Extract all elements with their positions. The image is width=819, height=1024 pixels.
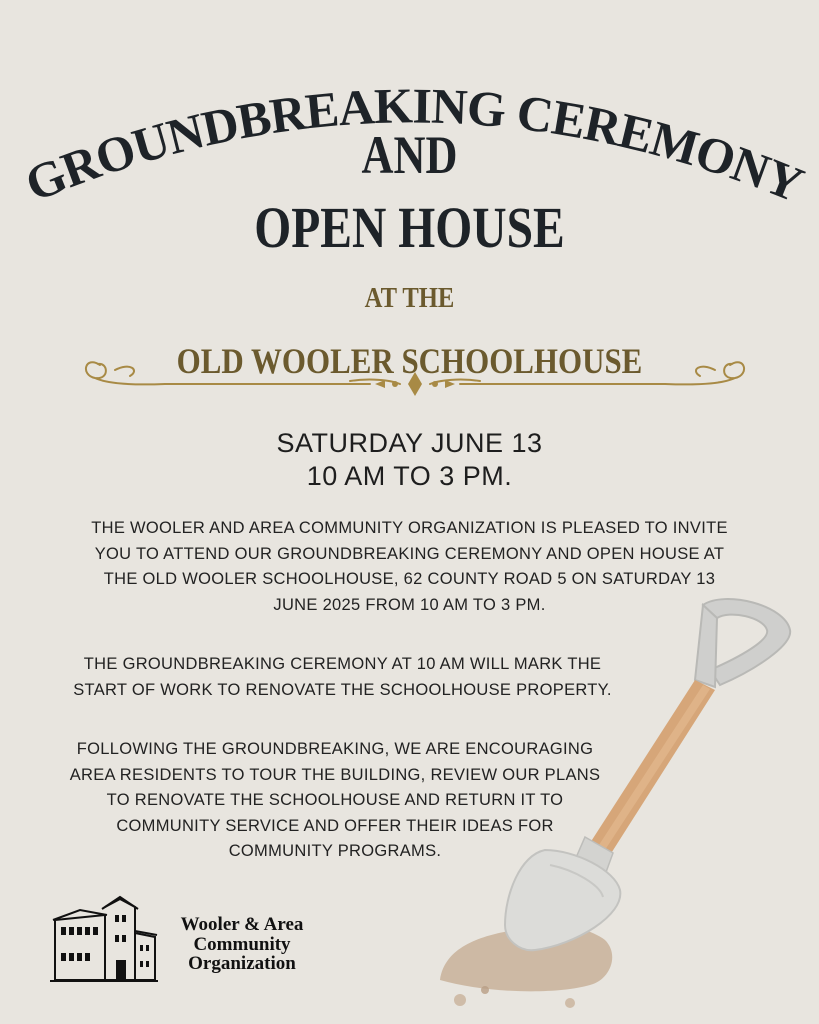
org-name-line-1: Wooler & Area	[180, 914, 304, 935]
paragraph-open-house	[0, 737, 670, 865]
venue-prefix: AT THE	[364, 283, 455, 314]
title-line-2: AND	[361, 125, 458, 185]
paragraph-ceremony	[0, 652, 685, 703]
paragraph-line: TO RENOVATE THE SCHOOLHOUSE AND RETURN IT TO	[106, 791, 564, 809]
paragraph-line: JUNE 2025 FROM 10 AM TO 3 PM.	[273, 595, 546, 614]
event-time: 10 AM TO 3 PM.	[306, 461, 513, 491]
paragraph-line: THE GROUNDBREAKING CEREMONY AT 10 AM WILL MARK THE	[83, 655, 602, 673]
paragraph-invitation	[30, 516, 789, 618]
schoolhouse-logo-icon	[50, 895, 160, 987]
venue-name: OLD WOOLER SCHOOLHOUSE	[176, 341, 643, 381]
event-day: SATURDAY JUNE 13	[276, 428, 543, 458]
paragraph-line: FOLLOWING THE GROUNDBREAKING, WE ARE ENCOURAGING	[76, 740, 594, 758]
paragraph-line: AREA RESIDENTS TO TOUR THE BUILDING, REVIEW OUR PLANS	[69, 765, 601, 784]
paragraph-line: COMMUNITY PROGRAMS.	[228, 842, 442, 860]
paragraph-line: START OF WORK TO RENOVATE THE SCHOOLHOUSE PROPERTY.	[73, 680, 612, 699]
paragraph-line: THE OLD WOOLER SCHOOLHOUSE, 62 COUNTY ROAD 5 ON SATURDAY 13	[103, 570, 716, 588]
title-line-1: GROUNDBREAKING CEREMONY	[17, 77, 811, 200]
org-name-line-3: Organization	[188, 953, 296, 974]
paragraph-line: COMMUNITY SERVICE AND OFFER THEIR IDEAS FOR	[116, 816, 554, 835]
title-line-3: OPEN HOUSE	[254, 195, 565, 260]
org-name-line-2: Community	[193, 934, 291, 955]
paragraph-line: YOU TO ATTEND OUR GROUNDBREAKING CEREMONY AND OPEN HOUSE AT	[94, 544, 725, 563]
paragraph-line: THE WOOLER AND AREA COMMUNITY ORGANIZATION IS PLEASED TO INVITE	[91, 519, 728, 537]
